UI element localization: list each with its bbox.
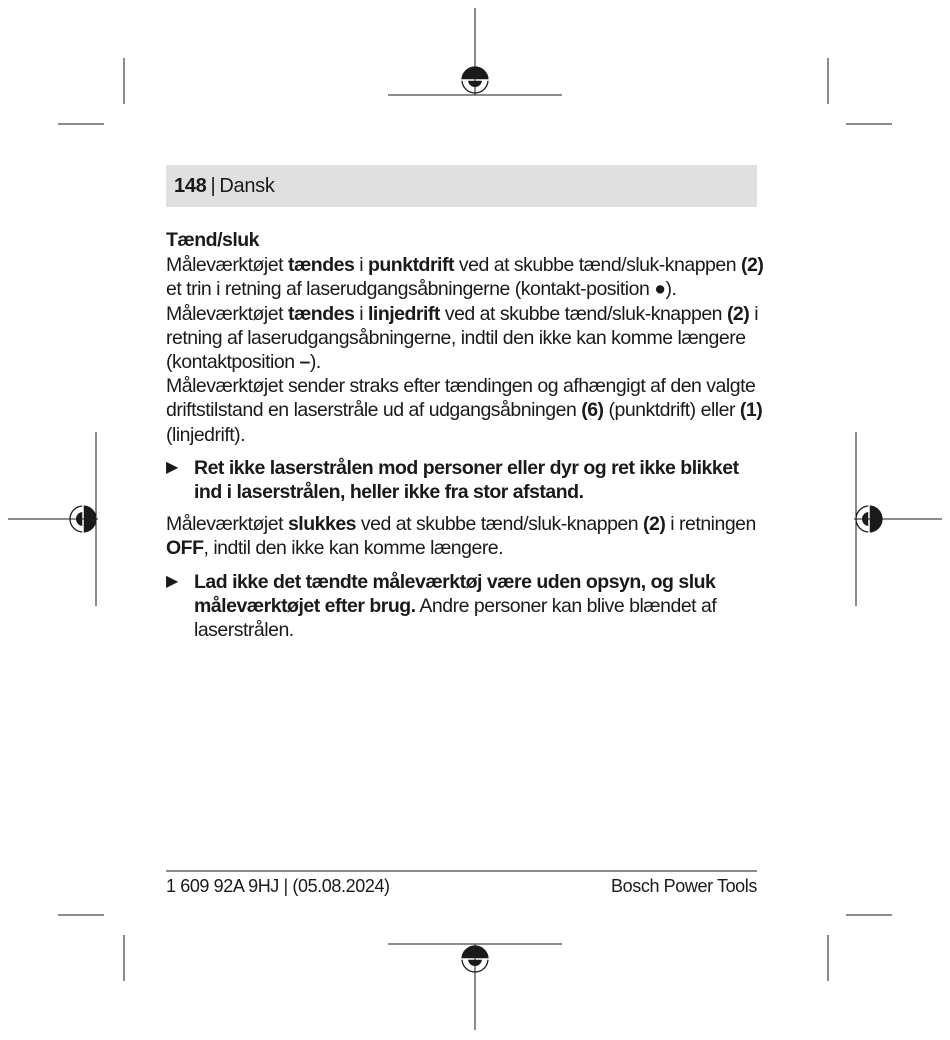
- paragraph-laser-emission: Måleværktøjet sender straks efter tændingen og afhængigt af den valgte driftstilstand en laserstråle ud af udgangsåbningen (6) (punktdrift) eller (1) (linjedrift).: [166, 375, 763, 446]
- registration-target-bottom-icon: [460, 944, 490, 974]
- page-header: [166, 165, 757, 207]
- warning-normal-text: Andre personer kan blive blændet af laserstrålen.: [194, 594, 717, 642]
- registration-target-left-icon: [68, 504, 98, 534]
- footer-brand: Bosch Power Tools: [611, 876, 757, 896]
- footer-doc-id: 1 609 92A 9HJ | (05.08.2024): [166, 876, 390, 896]
- page-content: [166, 228, 766, 650]
- section-title: Tænd/sluk: [166, 229, 260, 251]
- warning-laser-eyes: [166, 456, 766, 504]
- paragraph-point-mode: Måleværktøjet tændes i punktdrift ved at skubbe tænd/sluk-knappen (2) et trin i retning af laserudgangsåbningerne (kontakt-position ●).: [166, 254, 764, 301]
- registration-target-right-icon: [854, 504, 884, 534]
- warning-arrow-icon: ▶: [166, 458, 178, 476]
- warning-arrow-icon: ▶: [166, 572, 178, 590]
- paragraph-switch-off: Måleværktøjet slukkes ved at skubbe tænd/sluk-knappen (2) i retningen OFF, indtil den ikke kan komme længere.: [166, 513, 756, 560]
- warning-unattended: [166, 570, 766, 643]
- registration-target-top-icon: [460, 65, 490, 95]
- warning-text: Ret ikke laserstrålen mod personer eller dyr og ret ikke blikket ind i laserstrålen, heller ikke fra stor afstand.: [194, 456, 739, 504]
- paragraph-line-mode: Måleværktøjet tændes i linjedrift ved at skubbe tænd/sluk-knappen (2) i retning af laserudgangsåbningerne, indtil den ikke kan komme længere (kontaktposition –).: [166, 302, 759, 374]
- page-number: 148: [174, 174, 207, 197]
- warning-bold-text: Lad ikke det tændte måleværktøj være uden opsyn, og sluk måleværktøjet efter brug.: [194, 570, 716, 617]
- header-language: Dansk: [219, 174, 275, 197]
- header-separator: |: [210, 174, 216, 197]
- page-footer: [166, 876, 757, 897]
